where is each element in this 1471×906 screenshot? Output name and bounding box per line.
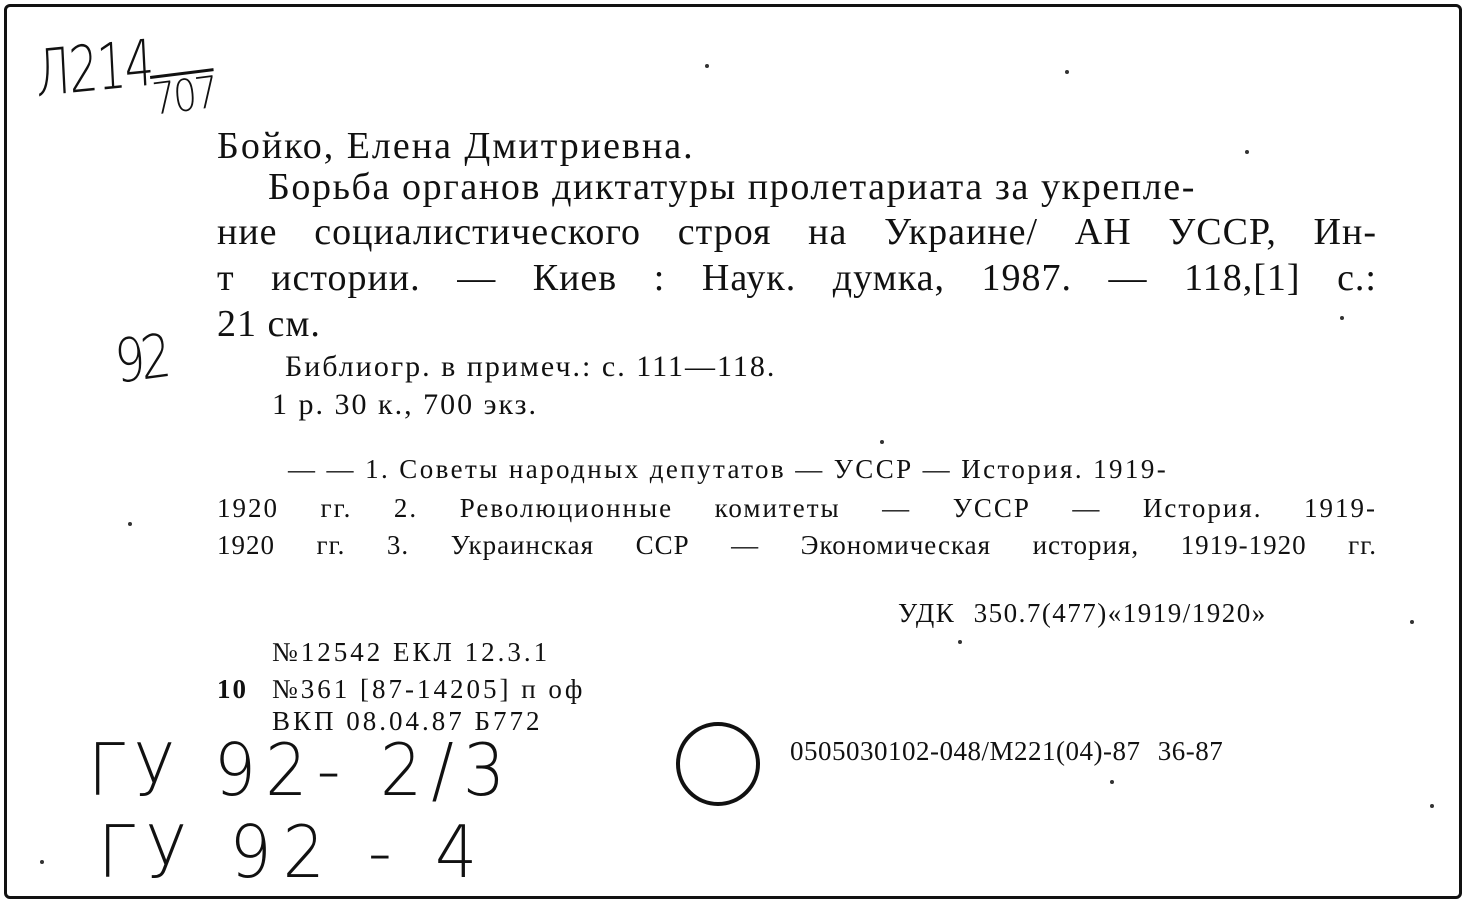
- subjects-line-2: 1920 гг. 2. Революционные комитеты — УССР — История. 1919-: [217, 493, 1377, 523]
- handwritten-top-code-sub: 707: [149, 67, 218, 126]
- catalog-line-2: №361 [87-14205] п оф: [272, 674, 586, 704]
- publication-code: 0505030102-048/М221(04)-87 36-87: [790, 736, 1224, 766]
- title-line-3: т истории. — Киев : Наук. думка, 1987. — 118,[1] с.:: [217, 257, 1377, 299]
- catalog-line-3: ВКП 08.04.87 Б772: [272, 706, 543, 736]
- scan-speck: [1340, 316, 1344, 320]
- handwritten-margin-mark: 92: [112, 321, 170, 398]
- title-line-2: ние социалистического строя на Украине/ АН УССР, Ин-: [217, 211, 1377, 253]
- catalog-prefix: 10: [217, 674, 248, 704]
- handwritten-top-code: Л214: [34, 26, 155, 112]
- copyright-circle: [674, 720, 764, 810]
- scan-speck: [1065, 70, 1069, 74]
- catalog-line-1: №12542 ЕКЛ 12.3.1: [272, 637, 551, 667]
- scan-speck: [1410, 620, 1414, 624]
- title-line-1: Борьба органов диктатуры пролетариата за укрепле-: [268, 166, 1196, 208]
- handwritten-shelf-mark-2: ГУ 92 - 4: [98, 810, 489, 894]
- bibliography-note: Библиогр. в примеч.: с. 111—118.: [285, 350, 777, 383]
- scan-speck: [40, 860, 44, 864]
- handwritten-shelf-mark-1: ГУ 92- 2/3: [88, 728, 515, 812]
- price-note: 1 р. 30 к., 700 экз.: [272, 388, 538, 421]
- scan-speck: [1430, 804, 1434, 808]
- scan-speck: [705, 64, 709, 68]
- subjects-line-1: — — 1. Советы народных депутатов — УССР — История. 1919-: [288, 454, 1169, 484]
- scan-speck: [128, 522, 132, 526]
- author-heading: Бойко, Елена Дмитриевна.: [217, 125, 695, 167]
- subjects-line-3: 1920 гг. 3. Украинская ССР — Экономическая история, 1919-1920 гг.: [217, 530, 1377, 560]
- scan-speck: [958, 640, 962, 644]
- udk-classification: УДК 350.7(477)«1919/1920»: [898, 598, 1267, 628]
- title-line-4: 21 см.: [217, 303, 321, 345]
- scan-speck: [880, 440, 884, 444]
- scan-speck: [1110, 780, 1114, 784]
- scan-speck: [1245, 150, 1249, 154]
